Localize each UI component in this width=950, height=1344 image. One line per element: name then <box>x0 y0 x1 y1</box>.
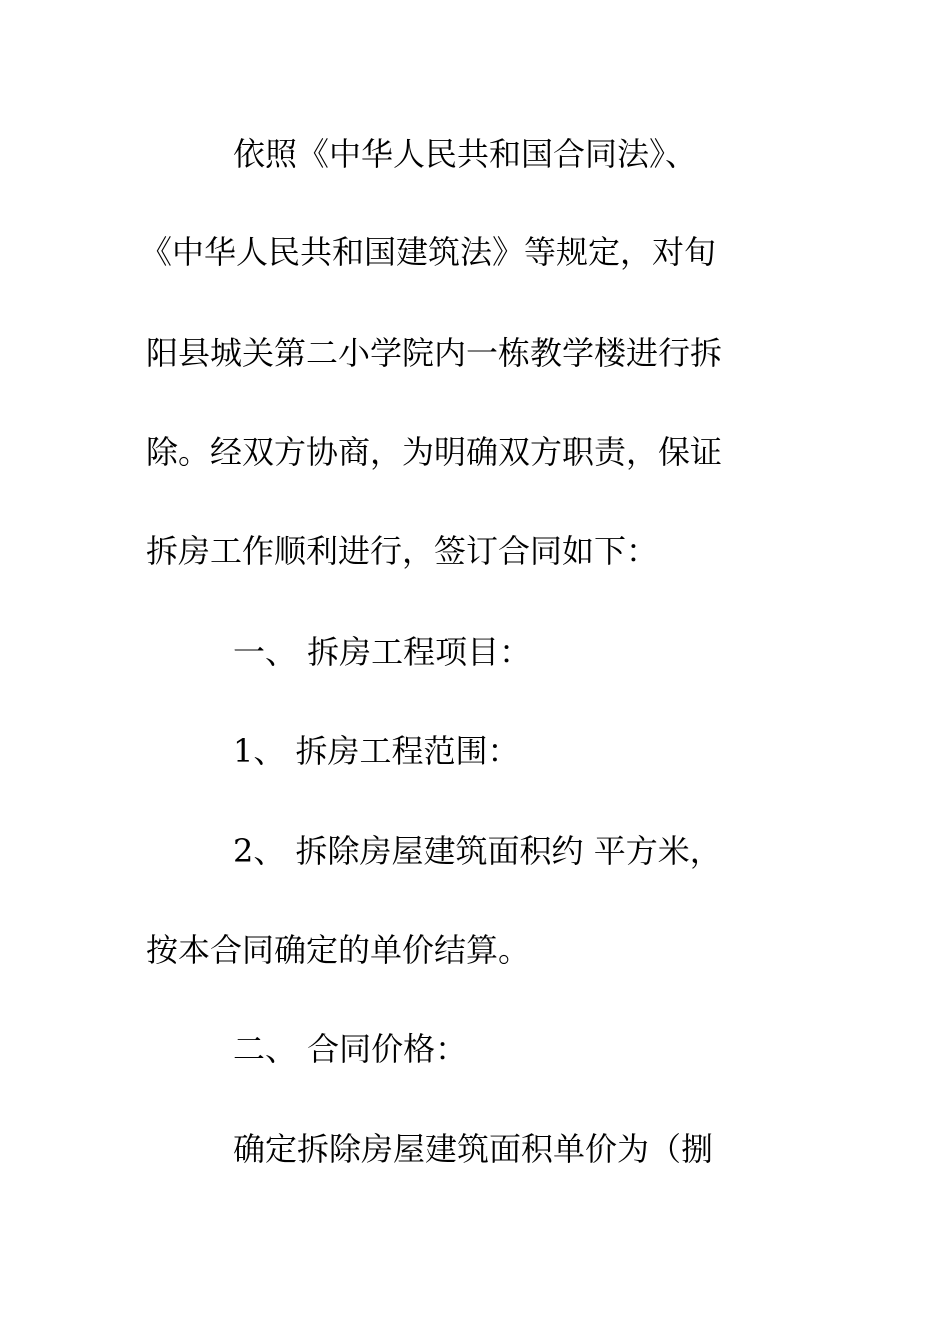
paragraph-line-1: 依照《中华人民共和国合同法》、 <box>233 135 698 173</box>
list-item-1: 1、 拆房工程范围： <box>233 732 520 770</box>
paragraph-line-5: 拆房工作顺利进行，签订合同如下： <box>146 532 659 570</box>
paragraph-line-2: 《中华人民共和国建筑法》等规定，对旬 <box>140 233 717 271</box>
section-heading-1: 一、 拆房工程项目： <box>233 633 532 671</box>
paragraph-line-6: 按本合同确定的单价结算。 <box>146 931 531 969</box>
paragraph-line-4: 除。经双方协商，为明确双方职责，保证 <box>146 433 723 471</box>
section-heading-2: 二、 合同价格： <box>233 1030 468 1068</box>
paragraph-line-7: 确定拆除房屋建筑面积单价为（捌 <box>233 1130 714 1168</box>
paragraph-line-3: 阳县城关第二小学院内一栋教学楼进行拆 <box>146 334 723 372</box>
list-item-2: 2、 拆除房屋建筑面积约 平方米， <box>233 832 722 870</box>
